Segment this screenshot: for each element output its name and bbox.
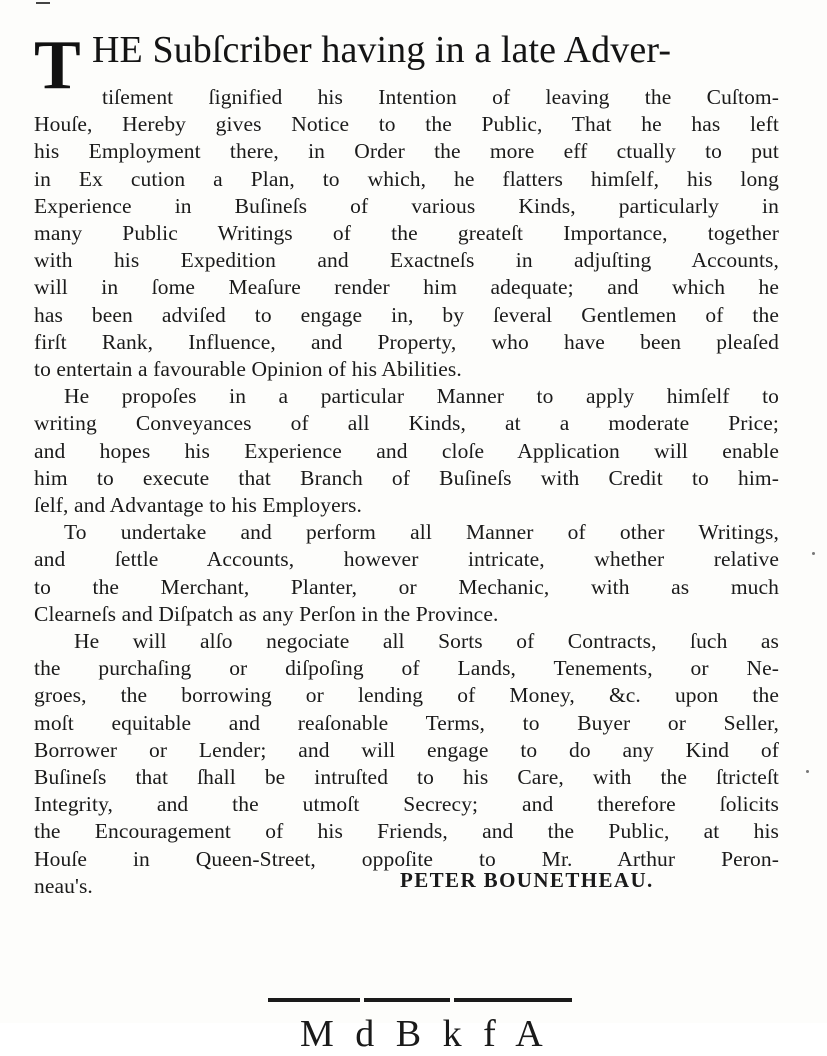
signature: PETER BOUNETHEAU. [400, 867, 654, 892]
text-line: has been adviſed to engage in, by ſeveral Gentlemen of the [34, 302, 779, 327]
closing-fragment: neau's. [34, 873, 93, 898]
text-line: with his Expedition and Exactneſs in adjuſting Accounts, [34, 248, 779, 273]
speck [812, 552, 815, 555]
text-line: Integrity, and the utmoſt Secrecy; and therefore ſolicits [34, 792, 779, 817]
text-line: him to execute that Branch of Buſineſs with Credit to him- [34, 465, 779, 490]
text-line: Houſe in Queen-Street, oppoſite to Mr. Arthur Peron- [34, 846, 779, 871]
text-line: to the Merchant, Planter, or Mechanic, with as much [34, 574, 779, 599]
paragraph-2 [34, 383, 779, 519]
text-line: Houſe, Hereby gives Notice to the Public, That he has left [34, 112, 779, 137]
next-item-fragment: M d B k f A [300, 1013, 549, 1055]
text-line: writing Conveyances of all Kinds, at a moderate Price; [34, 411, 779, 436]
text-line: his Employment there, in Order the more eff ctually to put [34, 139, 779, 164]
separator-rule [268, 998, 360, 1002]
paragraph-1 [34, 84, 779, 383]
text-line: Buſineſs that ſhall be intruſted to his Care, with the ſtricteſt [34, 765, 779, 790]
separator-rule [454, 998, 572, 1002]
text-line: firſt Rank, Influence, and Property, who have been pleaſed [34, 329, 779, 354]
text-line: and ſettle Accounts, however intricate, whether relative [34, 547, 779, 572]
text-line: Clearneſs and Diſpatch as any Perſon in the Province. [34, 601, 499, 626]
headline-text: HE Subſcriber having in a late Adver- [92, 29, 672, 71]
text-line: the purchaſing or diſpoſing of Lands, Tenements, or Ne- [34, 656, 779, 681]
text-line: moſt equitable and reaſonable Terms, to Buyer or Seller, [34, 710, 779, 735]
text-line: many Public Writings of the greateſt Importance, together [34, 221, 779, 246]
text-line: and hopes his Experience and cloſe Application will enable [34, 438, 779, 463]
ink-mark [36, 2, 50, 4]
advertisement [34, 28, 779, 900]
text-line: the Encouragement of his Friends, and the Public, at his [34, 819, 779, 844]
text-line: ſelf, and Advantage to his Employers. [34, 493, 362, 518]
text-line: He will alſo negociate all Sorts of Contracts, ſuch as [74, 629, 779, 654]
text-line: tiſement ſignified his Intention of leaving the Cuſtom- [102, 85, 779, 109]
paragraph-3 [34, 519, 779, 628]
separator-rule [364, 998, 450, 1002]
text-line: in Ex cution a Plan, to which, he flatters himſelf, his long [34, 166, 779, 191]
paragraph-4 [34, 628, 779, 873]
text-line: Experience in Buſineſs of various Kinds, particularly in [34, 193, 779, 218]
signature-row [34, 867, 779, 900]
text-line: will in ſome Meaſure render him adequate; and which he [34, 275, 779, 300]
text-line: groes, the borrowing or lending of Money, &c. upon the [34, 683, 779, 708]
speck [806, 770, 809, 773]
text-line: To undertake and perform all Manner of other Writings, [64, 520, 779, 545]
drop-cap: T [34, 27, 81, 104]
text-line: Borrower or Lender; and will engage to do any Kind of [34, 737, 779, 762]
text-line: He propoſes in a particular Manner to apply himſelf to [64, 384, 779, 409]
text-line: to entertain a favourable Opinion of his Abilities. [34, 357, 462, 382]
